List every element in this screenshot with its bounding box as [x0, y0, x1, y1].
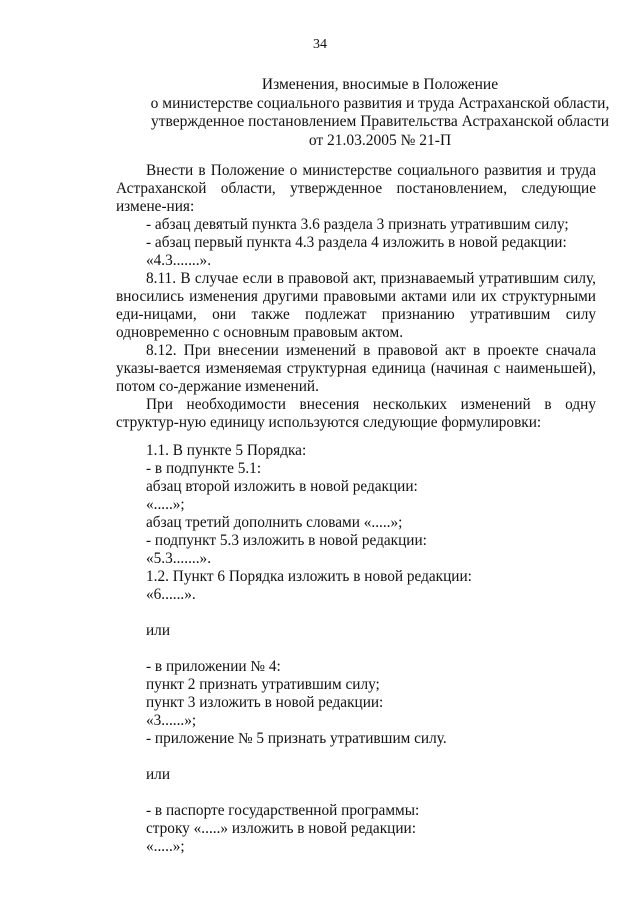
example-line: строку «.....» изложить в новой редакции: [146, 820, 416, 837]
example-line: пункт 2 признать утратившим силу; [146, 676, 380, 693]
list-item: - абзац девятый пункта 3.6 раздела 3 признать утратившим силу; [146, 216, 569, 233]
example-line: абзац третий дополнить словами «.....»; [146, 514, 403, 531]
list-item: - абзац первый пункта 4.3 раздела 4 изложить в новой редакции: [146, 234, 567, 251]
example-line: - подпункт 5.3 изложить в новой редакции: [146, 532, 427, 549]
title-line: утвержденное постановлением Правительства Астраханской области [151, 113, 609, 130]
document-body [116, 162, 596, 432]
example-line: «5.3.......». [146, 550, 212, 567]
list-item: «4.3.......». [146, 252, 212, 269]
document-title [100, 76, 640, 150]
example-line: 1.1. В пункте 5 Порядка: [146, 442, 307, 459]
example-line: 1.2. Пункт 6 Порядка изложить в новой редакции: [146, 568, 472, 585]
paragraph-8-12: 8.12. При внесении изменений в правовой акт в проекте сначала указы-вается изменяемая структурная единица (начиная с наименьшей), потом со-держание изменений. [116, 342, 596, 395]
example-line: «6......». [146, 586, 196, 603]
title-line: о министерстве социального развития и труда Астраханской области, [150, 94, 610, 112]
example-line: пункт 3 изложить в новой редакции: [146, 694, 384, 711]
example-line: - в паспорте государственной программы: [146, 802, 420, 819]
title-line: от 21.03.2005 № 21-П [308, 131, 452, 149]
examples-block [116, 442, 596, 856]
or-separator: или [146, 766, 171, 783]
example-line: - в приложении № 4: [146, 658, 281, 675]
page-number: 34 [313, 37, 327, 52]
title-line: Изменения, вносимые в Положение [261, 76, 499, 93]
or-separator: или [146, 622, 171, 639]
example-line: «.....»; [146, 496, 185, 513]
example-line: - в подпункте 5.1: [146, 460, 262, 477]
example-line: абзац второй изложить в новой редакции: [146, 478, 418, 495]
paragraph-multiple-changes: При необходимости внесения нескольких изменений в одну структур-ную единицу используются следующие формулировки: [116, 396, 596, 431]
intro-paragraph: Внести в Положение о министерстве социального развития и труда Астраханской области, утвержденное постановлением, следующие измене-ния: [116, 162, 596, 215]
example-line: - приложение № 5 признать утратившим силу. [146, 730, 447, 747]
example-line: «.....»; [146, 838, 185, 855]
example-line: «3......»; [146, 712, 197, 729]
paragraph-8-11: 8.11. В случае если в правовой акт, признаваемый утратившим силу, вносились изменения другими правовыми актами или их структурными еди-ницами, они также подлежат признанию утратившим силу одновременно с основным правовым актом. [116, 270, 596, 341]
